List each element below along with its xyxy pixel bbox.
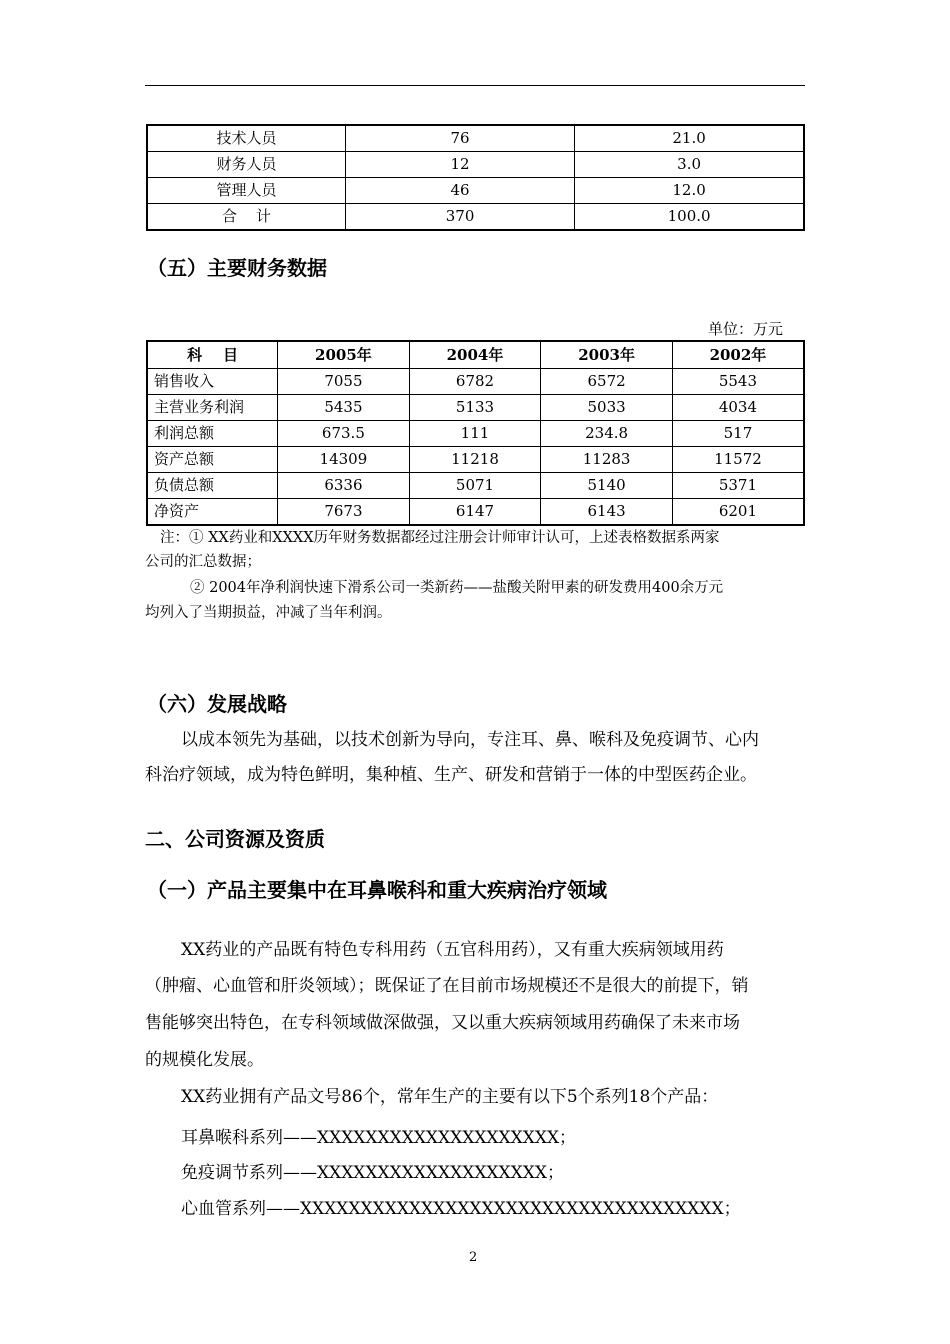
products-line: （肿瘤、心血管和肝炎领域）；既保证了在目前市场规模还不是很大的前提下，销 xyxy=(145,976,749,996)
table-cell: 6782 xyxy=(409,369,541,395)
table-cell: 6201 xyxy=(672,499,804,526)
page-number: 2 xyxy=(469,1250,478,1265)
table-cell: 6147 xyxy=(409,499,541,526)
strategy-heading: （六）发展战略 xyxy=(147,692,287,716)
table-cell: 46 xyxy=(345,178,574,204)
table-cell: 5033 xyxy=(541,395,673,421)
row-label: 主营业务利润 xyxy=(147,395,278,421)
table-cell: 370 xyxy=(345,204,574,231)
table-cell: 5435 xyxy=(278,395,410,421)
table-cell: 7673 xyxy=(278,499,410,526)
table-cell: 517 xyxy=(672,421,804,447)
table-cell: 5371 xyxy=(672,473,804,499)
row-label: 销售收入 xyxy=(147,369,278,395)
table-row xyxy=(147,395,804,421)
table-cell: 234.8 xyxy=(541,421,673,447)
table-row xyxy=(147,499,804,526)
table-cell: 11283 xyxy=(541,447,673,473)
table-cell: 11218 xyxy=(409,447,541,473)
table-row xyxy=(147,473,804,499)
column-header: 2003年 xyxy=(541,341,673,369)
table-row xyxy=(147,421,804,447)
table-cell: 4034 xyxy=(672,395,804,421)
table-cell: 5071 xyxy=(409,473,541,499)
table-row xyxy=(147,152,804,178)
products-line: 的规模化发展。 xyxy=(145,1050,264,1070)
table-cell: 12 xyxy=(345,152,574,178)
strategy-line: 以成本领先为基础，以技术创新为导向，专注耳、鼻、喉科及免疫调节、心内 xyxy=(181,730,759,750)
series-name: 心血管系列 xyxy=(181,1199,266,1219)
series-value: ——XXXXXXXXXXXXXXXXXXXX； xyxy=(283,1128,577,1148)
table-cell: 管理人员 xyxy=(147,178,345,204)
products-line: XX药业的产品既有特色专科用药（五官科用药），又有重大疾病领域用药 xyxy=(181,940,724,960)
product-series-item xyxy=(181,1123,576,1148)
column-header: 科 目 xyxy=(147,341,278,369)
table-cell: 财务人员 xyxy=(147,152,345,178)
table-cell: 21.0 xyxy=(575,125,804,152)
table-cell: 5543 xyxy=(672,369,804,395)
series-name: 免疫调节系列 xyxy=(181,1163,283,1183)
table-cell: 100.0 xyxy=(575,204,804,231)
series-value: ——XXXXXXXXXXXXXXXXXXX； xyxy=(283,1163,564,1183)
column-header: 2002年 xyxy=(672,341,804,369)
strategy-line: 科治疗领域，成为特色鲜明，集种植、生产、研发和营销于一体的中型医药企业。 xyxy=(145,765,757,785)
series-name: 耳鼻喉科系列 xyxy=(181,1128,283,1148)
header-rule xyxy=(145,85,805,86)
product-series-item xyxy=(181,1194,741,1219)
table-cell: 6572 xyxy=(541,369,673,395)
table-cell: 3.0 xyxy=(575,152,804,178)
table-row xyxy=(147,178,804,204)
table-cell: 12.0 xyxy=(575,178,804,204)
table-cell: 5140 xyxy=(541,473,673,499)
table-cell: 111 xyxy=(409,421,541,447)
table-header-row xyxy=(147,341,804,369)
table-row xyxy=(147,447,804,473)
table-cell: 6143 xyxy=(541,499,673,526)
finance-note-1-cont: 公司的汇总数据； xyxy=(145,554,261,570)
finance-note-2: ② 2004年净利润快速下滑系公司一类新药——盐酸关附甲素的研发费用400余万元 xyxy=(190,580,724,596)
table-cell: 技术人员 xyxy=(147,125,345,152)
products-line: 售能够突出特色，在专科领域做深做强，又以重大疾病领域用药确保了未来市场 xyxy=(145,1013,740,1033)
row-label: 净资产 xyxy=(147,499,278,526)
table-row xyxy=(147,204,804,231)
row-label: 资产总额 xyxy=(147,447,278,473)
row-label: 负债总额 xyxy=(147,473,278,499)
product-series-item xyxy=(181,1158,564,1183)
finance-note-2-cont: 均列入了当期损益，冲减了当年利润。 xyxy=(145,605,392,621)
table-cell: 76 xyxy=(345,125,574,152)
table-cell: 合 计 xyxy=(147,204,345,231)
column-header: 2004年 xyxy=(409,341,541,369)
table-cell: 6336 xyxy=(278,473,410,499)
table-cell: 673.5 xyxy=(278,421,410,447)
column-header: 2005年 xyxy=(278,341,410,369)
finance-heading: （五）主要财务数据 xyxy=(147,256,327,280)
table-row xyxy=(147,369,804,395)
row-label: 利润总额 xyxy=(147,421,278,447)
finance-note-1: 注：① XX药业和XXXX历年财务数据都经过注册会计师审计认可，上述表格数据系两家 xyxy=(160,530,720,546)
products-heading: （一）产品主要集中在耳鼻喉科和重大疾病治疗领域 xyxy=(147,878,607,902)
table-cell: 14309 xyxy=(278,447,410,473)
resources-heading: 二、公司资源及资质 xyxy=(145,827,325,851)
products-summary: XX药业拥有产品文号86个，常年生产的主要有以下5个系列18个产品： xyxy=(181,1087,719,1107)
staff-table xyxy=(146,124,805,231)
unit-label: 单位：万元 xyxy=(708,320,784,338)
table-row xyxy=(147,125,804,152)
series-value: ——XXXXXXXXXXXXXXXXXXXXXXXXXXXXXXXXXXX； xyxy=(266,1199,741,1219)
table-cell: 7055 xyxy=(278,369,410,395)
finance-table xyxy=(146,340,805,526)
table-cell: 11572 xyxy=(672,447,804,473)
table-cell: 5133 xyxy=(409,395,541,421)
